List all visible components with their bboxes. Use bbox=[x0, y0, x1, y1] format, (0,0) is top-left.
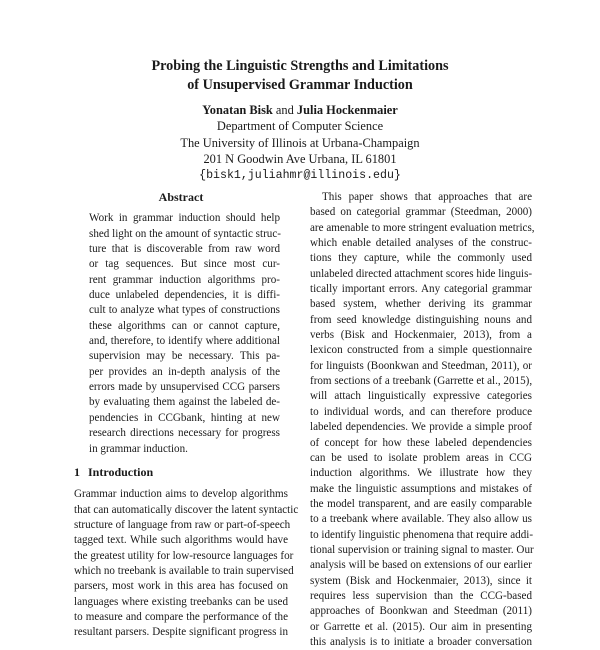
text-line: tional supervision or training signal to master. Our bbox=[310, 543, 534, 556]
text-line: or tag sequences. But since most cur- bbox=[89, 258, 280, 271]
text-line: these algorithms can or cannot capture, bbox=[89, 319, 280, 332]
text-line: in grammar induction. bbox=[89, 442, 188, 455]
text-line: or Garrette et al. (2015). Our aim in presenting bbox=[310, 620, 532, 633]
text-line: make the linguistic assumptions and mistakes of bbox=[310, 482, 532, 495]
text-line: errors made by unsupervised CCG parsers bbox=[89, 381, 280, 394]
paper-title bbox=[80, 57, 520, 95]
text-line: structure of language from raw or part-of-speech bbox=[74, 518, 291, 531]
text-line: resultant parsers. Despite significant progress in bbox=[74, 626, 288, 639]
author-block bbox=[80, 102, 520, 184]
section-number: 1 bbox=[74, 464, 80, 479]
text-line: from sections of a treebank (Garrette et al., 2015), bbox=[310, 375, 533, 388]
text-line: system (Bisk and Hockenmaier, 2013), since it bbox=[310, 574, 532, 587]
right-column-paragraph bbox=[310, 190, 535, 650]
text-line: that can automatically discover the latent syntactic bbox=[74, 503, 299, 516]
text-line: rent grammar induction algorithms pro- bbox=[89, 273, 280, 286]
text-line: induction algorithms. We illustrate how they bbox=[310, 467, 532, 480]
section-title: Introduction bbox=[88, 464, 154, 479]
text-line: are amenable to more stringent evaluation metrics, bbox=[310, 221, 535, 234]
text-line: and, therefore, to identify where additional bbox=[89, 335, 280, 348]
text-line: the model transparent, and are easily comparable bbox=[310, 497, 532, 510]
text-line: this analysis is to initiate a broader conversation bbox=[310, 635, 532, 648]
text-line: to measure and compare the performance of the bbox=[74, 610, 288, 623]
text-line: which no treebank is available to train supervised bbox=[74, 564, 294, 577]
text-line: parsers, most work in this area has focused on bbox=[74, 580, 288, 593]
text-line: from seed knowledge distinguishing nouns and bbox=[310, 313, 532, 326]
text-line: the greatest utility for low-resource languages for bbox=[74, 549, 294, 562]
text-line: cult to analyze what types of constructions bbox=[89, 304, 280, 317]
author-name-1: Yonatan Bisk bbox=[202, 103, 273, 117]
text-line: to individual words, and can therefore produce bbox=[310, 405, 532, 418]
text-line: can be used to isolate problem areas in CCG bbox=[310, 451, 532, 464]
text-line: requires less supervision than the CCG-based bbox=[310, 589, 532, 602]
text-line: will attach linguistically expressive categories bbox=[310, 390, 532, 403]
text-line: to a treebank where available. They also allow us bbox=[310, 513, 532, 526]
title-line-2: of Unsupervised Grammar Induction bbox=[187, 77, 413, 93]
text-line: tions they capture, while the commonly used bbox=[310, 252, 532, 265]
text-line: verbs (Bisk and Hockenmaier, 2013), from a bbox=[310, 329, 532, 342]
text-line: for linguists (Boonkwan and Steedman, 2011), or bbox=[310, 359, 532, 372]
text-line: by evaluating them against the labeled de- bbox=[89, 396, 280, 409]
title-line-1: Probing the Linguistic Strengths and Limitations bbox=[151, 58, 449, 74]
author-address: 201 N Goodwin Ave Urbana, IL 61801 bbox=[203, 152, 397, 167]
author-university: The University of Illinois at Urbana-Champaign bbox=[180, 135, 420, 150]
text-line: pendencies in CCGbank, hinting at new bbox=[89, 411, 280, 424]
text-line: of concept for how these labeled dependencies bbox=[310, 436, 532, 449]
text-line: ture that is discoverable from raw word bbox=[89, 243, 280, 256]
text-line: analysis will be based on extensions of our earlier bbox=[310, 559, 532, 572]
text-line: shed light on the amount of syntactic struc- bbox=[89, 227, 281, 240]
author-emails: {bisk1,juliahmr@illinois.edu} bbox=[199, 168, 401, 182]
text-line: research directions necessary for progress bbox=[89, 427, 280, 440]
text-line: which enable detailed analyses of the construc- bbox=[310, 237, 532, 250]
text-line: lexicon constructed from a simple questionnaire bbox=[310, 344, 532, 357]
author-name-2: Julia Hockenmaier bbox=[296, 103, 398, 117]
text-line: tically important errors. Any categorial grammar bbox=[310, 283, 532, 296]
right-column bbox=[310, 190, 535, 650]
abstract-heading: Abstract bbox=[158, 190, 204, 204]
text-line: Work in grammar induction should help bbox=[89, 212, 280, 225]
section-heading-introduction bbox=[74, 465, 288, 480]
introduction-paragraph bbox=[74, 487, 299, 640]
text-line: Grammar induction aims to develop algorithms bbox=[74, 488, 288, 501]
author-department: Department of Computer Science bbox=[216, 119, 384, 134]
abstract-body bbox=[74, 211, 288, 457]
text-line: This paper shows that approaches that are bbox=[322, 191, 532, 203]
author-conjunction: and bbox=[275, 103, 294, 117]
text-line: languages where existing treebanks can be used bbox=[74, 595, 288, 608]
text-line: to identify linguistic phenomena that require addi- bbox=[310, 528, 534, 541]
text-line: supervision may be necessary. This pa- bbox=[89, 350, 280, 363]
text-line: duce unlabeled dependencies, it is diffi- bbox=[89, 289, 280, 302]
text-line: approaches of Boonkwan and Steedman (2011) bbox=[310, 605, 532, 618]
text-line: based system, whether deriving its grammar bbox=[310, 298, 532, 311]
author-line bbox=[80, 102, 520, 118]
text-line: based on categorial grammar (Steedman, 2000) bbox=[310, 206, 532, 219]
left-column bbox=[74, 190, 299, 641]
text-line: unlabeled directed attachment scores hide linguis- bbox=[310, 267, 533, 280]
text-line: tagged text. While such algorithms would have bbox=[74, 534, 288, 547]
text-line: labeled dependencies. We provide a simple proof bbox=[310, 421, 532, 434]
text-line: per provides an in-depth analysis of the bbox=[89, 365, 280, 378]
